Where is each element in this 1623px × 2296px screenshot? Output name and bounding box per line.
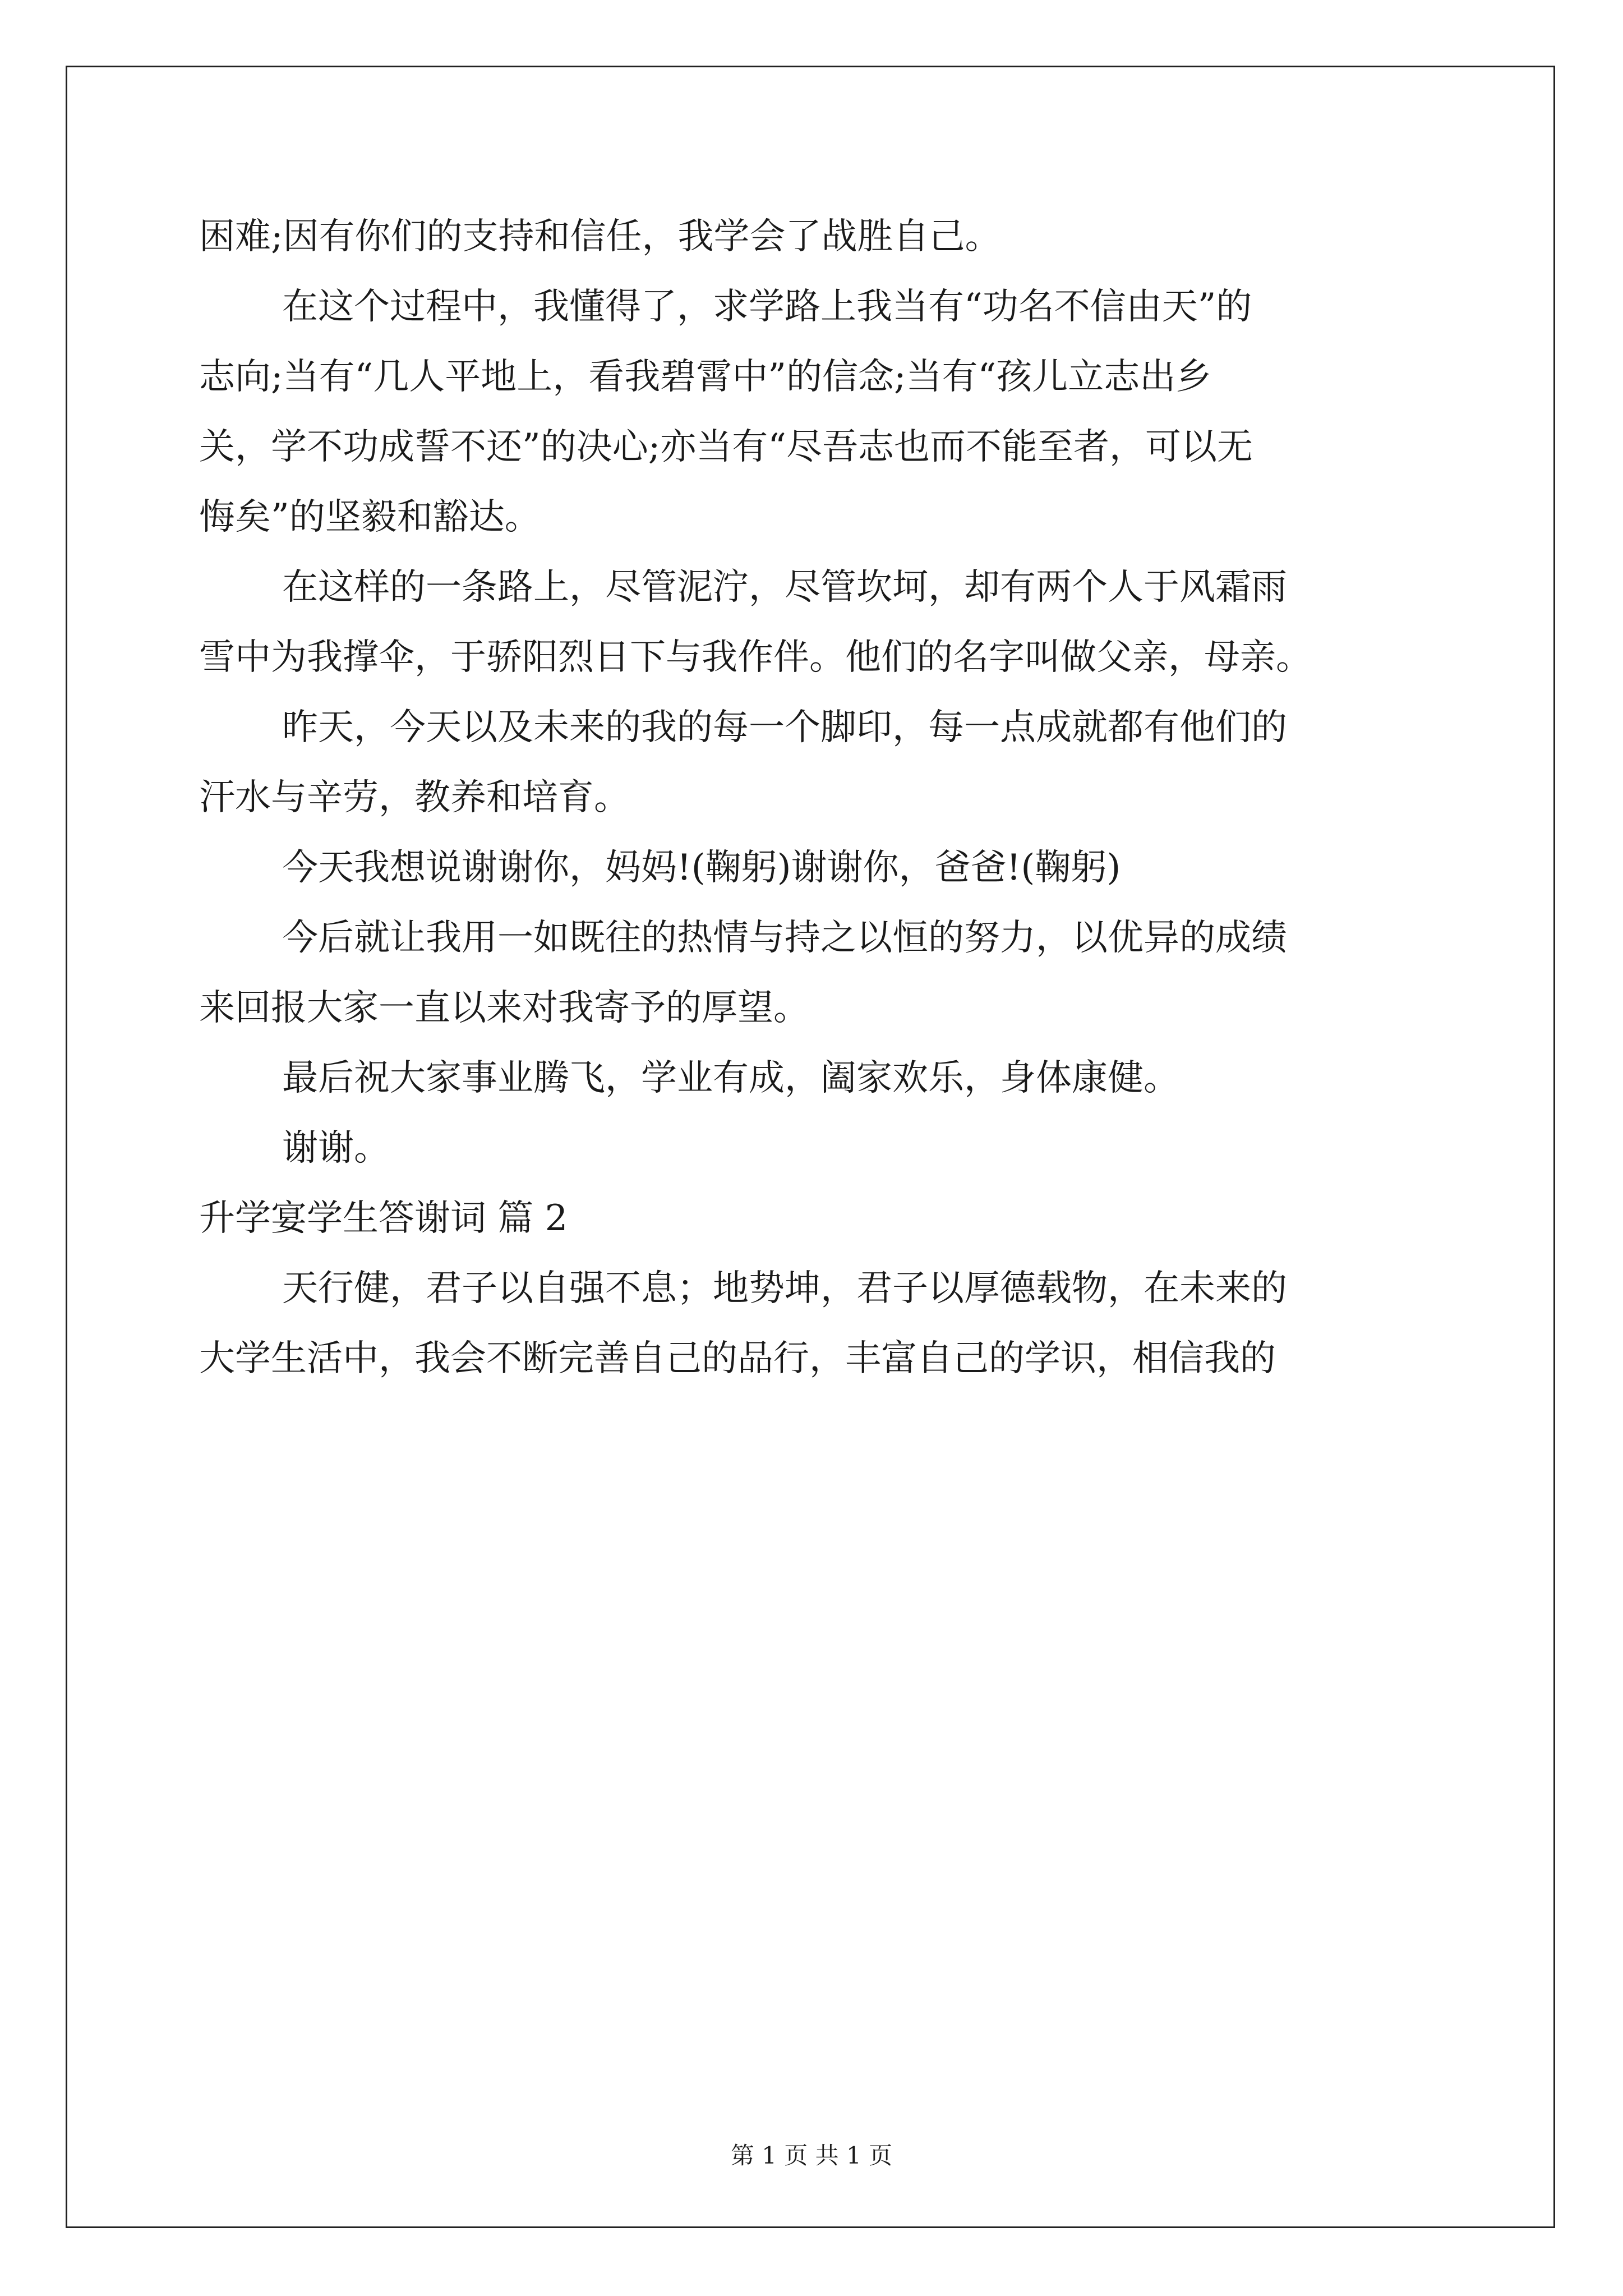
paragraph-line: 今后就让我用一如既往的热情与持之以恒的努力，以优异的成绩 xyxy=(282,917,1287,959)
paragraph-line: 最后祝大家事业腾飞，学业有成，阖家欢乐，身体康健。 xyxy=(282,1057,1179,1099)
paragraph-line: 悔矣”的坚毅和豁达。 xyxy=(199,496,541,538)
paragraph-line: 关，学不功成誓不还”的决心;亦当有“尽吾志也而不能至者，可以无 xyxy=(199,426,1253,468)
paragraph-line: 来回报大家一直以来对我寄予的厚望。 xyxy=(199,987,809,1029)
paragraph-line: 雪中为我撑伞，于骄阳烈日下与我作伴。他们的名字叫做父亲，母亲。 xyxy=(199,637,1312,678)
paragraph-line: 志向;当有“几人平地上，看我碧霄中”的信念;当有“孩儿立志出乡 xyxy=(199,356,1212,398)
paragraph-line: 昨天，今天以及未来的我的每一个脚印，每一点成就都有他们的 xyxy=(282,707,1287,748)
paragraph-line: 汗水与辛劳，教养和培育。 xyxy=(199,777,630,818)
paragraph-line: 谢谢。 xyxy=(282,1128,390,1169)
paragraph-line: 在这样的一条路上，尽管泥泞，尽管坎坷，却有两个人于风霜雨 xyxy=(282,567,1287,608)
section-heading: 升学宴学生答谢词 篇 2 xyxy=(199,1198,568,1239)
paragraph-line: 天行健，君子以自强不息；地势坤，君子以厚德载物，在未来的 xyxy=(282,1268,1287,1309)
document-body xyxy=(199,202,1433,1394)
paragraph-line: 在这个过程中，我懂得了，求学路上我当有“功名不信由天”的 xyxy=(282,286,1252,328)
page-footer: 第 1 页 共 1 页 xyxy=(730,2142,893,2169)
paragraph-line: 大学生活中，我会不断完善自己的品行，丰富自己的学识，相信我的 xyxy=(199,1338,1276,1379)
paragraph-line: 困难;因有你们的支持和信任，我学会了战胜自己。 xyxy=(199,216,1001,257)
paragraph-line: 今天我想说谢谢你，妈妈!(鞠躬)谢谢你，爸爸!(鞠躬) xyxy=(282,847,1121,889)
